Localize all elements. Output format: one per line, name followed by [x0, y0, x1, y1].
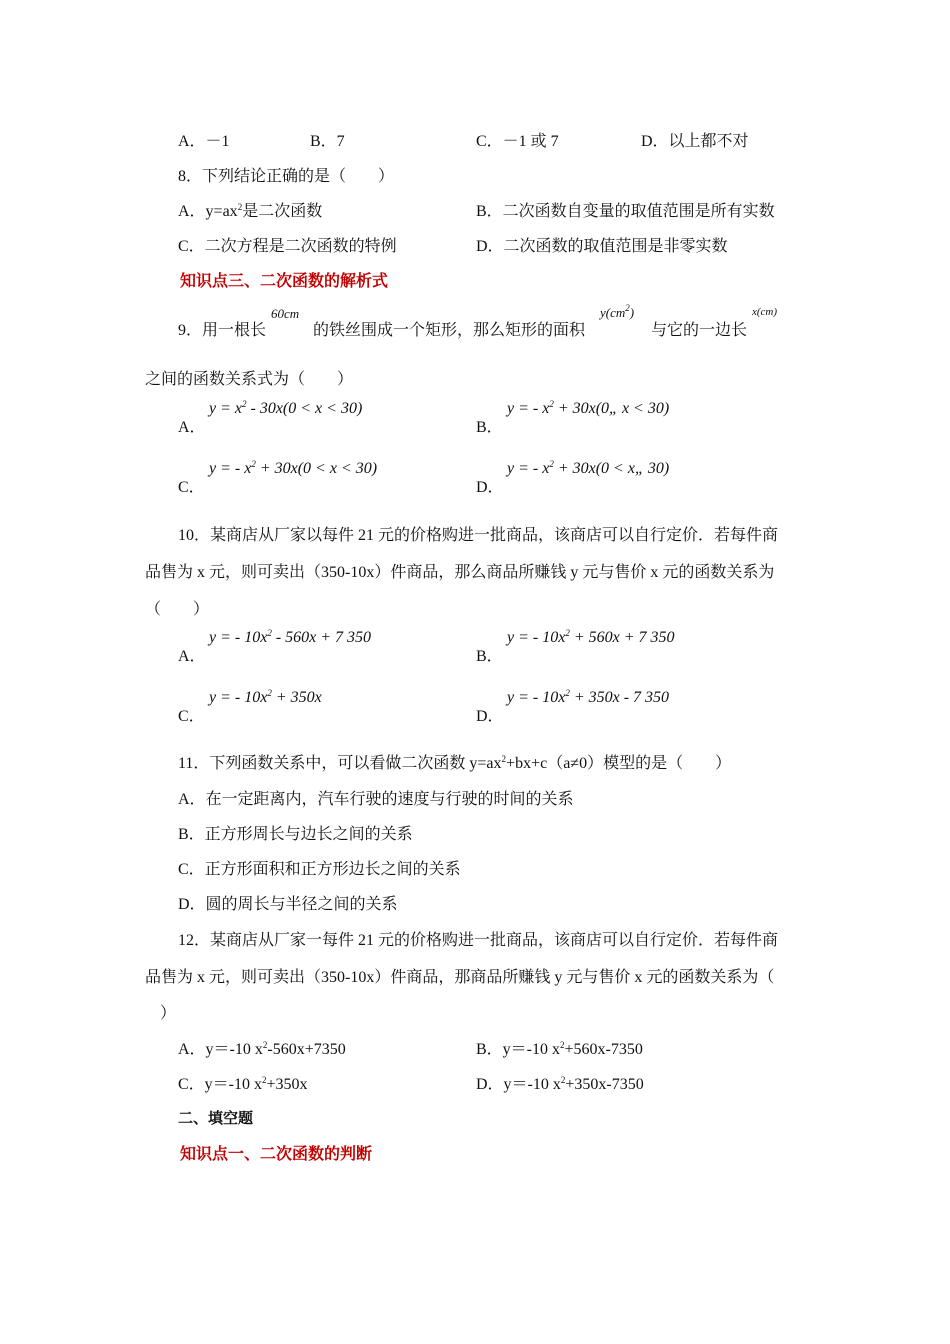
- q11-option-b: B．正方形周长与边长之间的关系: [178, 826, 413, 843]
- q8-option-a: A．$y=ax^2$是二次函数: [178, 202, 323, 220]
- q9-option-a-formula: $y = x^2 - 30x(0 < x < 30)$: [209, 399, 363, 417]
- q12-text-line1: 12．某商店从厂家一每件 21 元的价格购进一批商品，该商店可以自行定价．若每件商: [178, 932, 779, 949]
- q9-option-c-label: C．: [178, 479, 205, 496]
- q10-option-c-label: C．: [178, 708, 205, 725]
- q11-option-d: D．圆的周长与半径之间的关系: [178, 896, 398, 913]
- q11-option-a: A．在一定距离内，汽车行驶的速度与行驶的时间的关系: [178, 791, 574, 808]
- q10-option-d-label: D．: [476, 708, 504, 725]
- q9-option-d-label: D．: [476, 479, 504, 496]
- q9-text-1: 9．用一根长: [178, 322, 267, 339]
- q10-option-b-label: B．: [476, 648, 503, 665]
- section-heading-knowledge-3: 知识点三、二次函数的解析式: [180, 271, 389, 290]
- q10-text-line3: （ ）: [145, 601, 210, 618]
- q10-option-b-formula: y = - $10x^2 + 560x + 7$ 350: [507, 628, 675, 646]
- q12-option-c: C．y＝-10 $x^2+350x$: [178, 1075, 308, 1093]
- q9-option-a-label: A．: [178, 419, 206, 436]
- q8-stem: 8．下列结论正确的是（ ）: [178, 168, 395, 185]
- q11-stem: 11．下列函数关系中，可以看做二次函数 $y=ax^2+bx+c(a\ne 0)$模型的是（ ）: [178, 754, 732, 772]
- q9-side: x(cm): [752, 306, 778, 318]
- q7-option-b: B．7: [310, 133, 345, 150]
- q7-option-c: C．－1 或 7: [476, 133, 559, 150]
- q10-option-c-formula: y = - $10x^2 + 350x$: [209, 688, 322, 706]
- q9-area: $y(cm^2)$: [600, 303, 635, 320]
- q11-option-c: C．正方形面积和正方形边长之间的关系: [178, 861, 461, 878]
- section-heading-knowledge-1: 知识点一、二次函数的判断: [180, 1144, 373, 1163]
- section-title-fill-in: 二、填空题: [178, 1109, 254, 1127]
- q9-text-line2: 之间的函数关系式为（ ）: [145, 371, 354, 388]
- q8-option-b: B．二次函数自变量的取值范围是所有实数: [476, 203, 775, 220]
- q10-text-line2: 品售为 x 元，则可卖出（350-10x）件商品，那么商品所赚钱 y 元与售价 x 元的函数关系为: [145, 564, 775, 581]
- q12-option-d: D．y＝-10 $x^2+350x-7350$: [476, 1075, 644, 1093]
- q9-option-d-formula: y = - $x^2 + 30x(0$ < x„ 30): [507, 459, 670, 477]
- q10-option-a-label: A．: [178, 648, 206, 665]
- q10-text-line1: 10．某商店从厂家以每件 21 元的价格购进一批商品，该商店可以自行定价．若每件商: [178, 527, 779, 544]
- q9-option-b-formula: y = - $x^2$ + 30x(0„ x < 30): [507, 399, 670, 417]
- q9-option-c-formula: y = - $x^2 + 30x(0 < x < 30)$: [209, 459, 378, 477]
- q7-option-d: D．以上都不对: [641, 133, 749, 150]
- q9-length: 60cm: [271, 306, 300, 321]
- q7-option-a: A．－1: [178, 133, 230, 150]
- q9-text-3: 与它的一边长: [651, 322, 748, 339]
- q10-option-d-formula: y = - $10x^2 + 350x - 7$ 350: [507, 688, 670, 706]
- q8-option-c: C．二次方程是二次函数的特例: [178, 238, 397, 255]
- q9-text-2: 的铁丝围成一个矩形，那么矩形的面积: [313, 322, 586, 339]
- q12-text-line3: ）: [160, 1005, 177, 1022]
- q12-option-b: B．y＝-10 $x^2+560x-7350$: [476, 1040, 643, 1058]
- q12-option-a: A．y＝-10 $x^2-560x+7350$: [178, 1040, 346, 1058]
- q9-option-b-label: B．: [476, 419, 503, 436]
- q8-option-d: D．二次函数的取值范围是非零实数: [476, 238, 728, 255]
- q12-text-line2: 品售为 x 元，则可卖出（350-10x）件商品，那商品所赚钱 y 元与售价 x 元的函数关系为（: [145, 969, 775, 986]
- q10-option-a-formula: y = - $10x^2 - 560x + 7$ 350: [209, 628, 372, 646]
